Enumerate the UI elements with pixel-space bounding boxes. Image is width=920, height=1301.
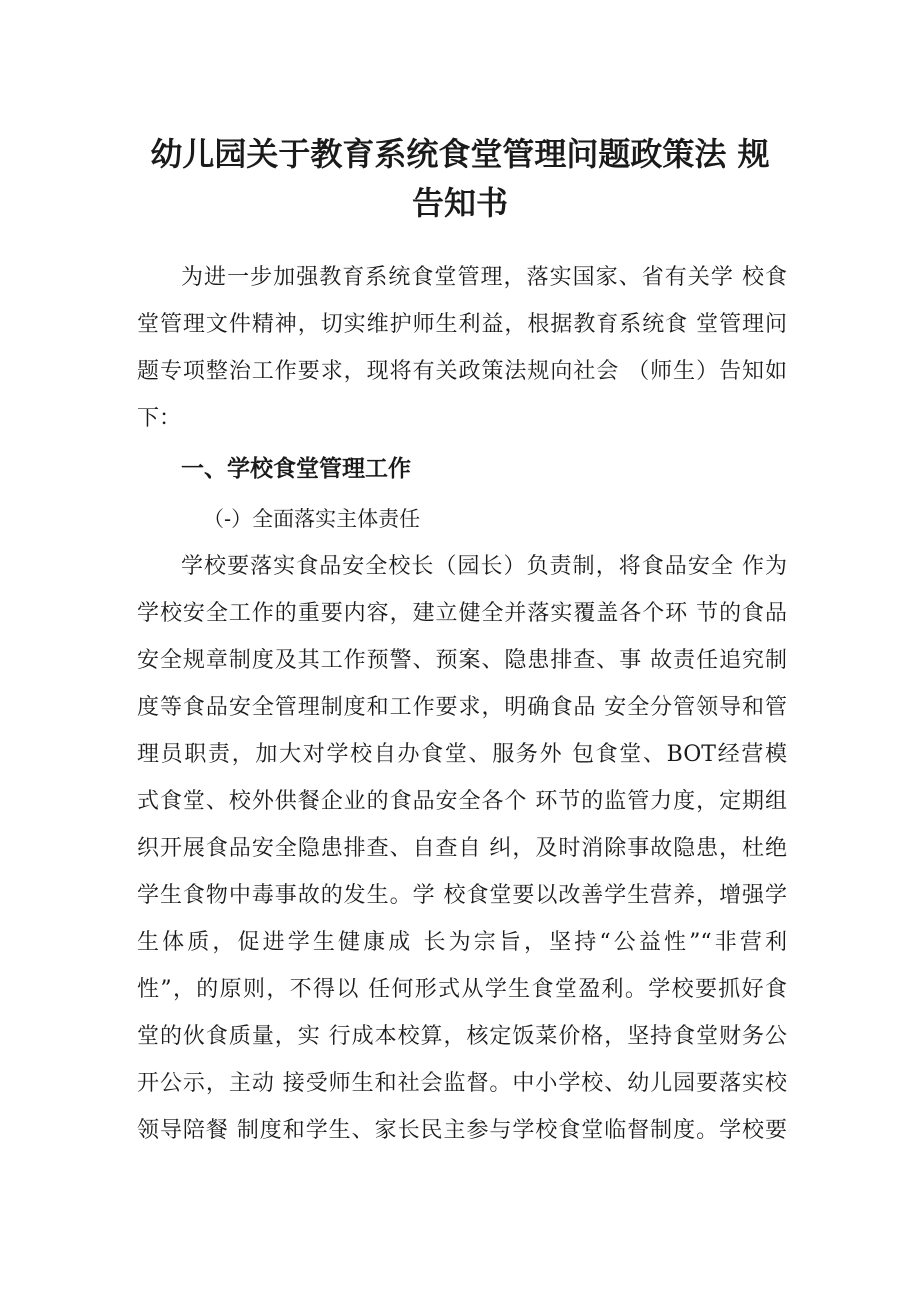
- body-paragraph-line: 理员职责，加大对学校自办食堂、服务外 包食堂、BOT经营模: [137, 742, 787, 767]
- document-title-line-2: 告知书: [411, 184, 508, 222]
- body-paragraph-line: 性”，的原则，不得以 任何形式从学生食堂盈利。学校要抓好食: [137, 977, 787, 1002]
- intro-paragraph-line: 题专项整治工作要求，现将有关政策法规向社会 （师生）告知如: [137, 359, 787, 384]
- body-paragraph-line: 堂的伙食质量，实 行成本校算，核定饭菜价格，坚持食堂财务公: [137, 1024, 787, 1049]
- document-title-line-1: 幼儿园关于教育系统食堂管理问题政策法 规: [150, 135, 770, 173]
- body-paragraph-line: 学生食物中毒事故的发生。学 校食堂要以改善学生营养，增强学: [137, 883, 787, 908]
- body-paragraph-line: 生体质，促进学生健康成 长为宗旨，坚持“公益性”“非营利: [137, 930, 787, 955]
- body-paragraph-line: 领导陪餐 制度和学生、家长民主参与学校食堂临督制度。学校要: [137, 1118, 787, 1143]
- body-paragraph-line: 开公示，主动 接受师生和社会监督。中小学校、幼儿园要落实校: [137, 1071, 787, 1096]
- body-paragraph-line: 学校安全工作的重要内容，建立健全并落实覆盖各个环 节的食品: [137, 601, 787, 626]
- subsection-heading: （-）全面落实主体责任: [203, 507, 421, 531]
- body-paragraph-line: 学校要落实食品安全校长（园长）负责制，将食品安全 作为: [181, 554, 787, 579]
- body-paragraph-line: 式食堂、校外供餐企业的食品安全各个 环节的监管力度，定期组: [137, 789, 787, 814]
- body-paragraph-line: 安全规章制度及其工作预警、预案、隐患排查、事 故责任追究制: [137, 648, 787, 673]
- section-heading: 一、学校食堂管理工作: [181, 456, 411, 482]
- intro-paragraph-line: 下：: [137, 406, 182, 431]
- intro-paragraph-line: 为进一步加强教育系统食堂管理，落实国家、省有关学 校食: [181, 265, 787, 290]
- body-paragraph-line: 织开展食品安全隐患排查、自查自 纠，及时消除事故隐患，杜绝: [137, 836, 787, 861]
- intro-paragraph-line: 堂管理文件精神，切实维护师生利益，根据教育系统食 堂管理问: [137, 312, 787, 337]
- body-paragraph-line: 度等食品安全管理制度和工作要求，明确食品 安全分管领导和管: [137, 695, 787, 720]
